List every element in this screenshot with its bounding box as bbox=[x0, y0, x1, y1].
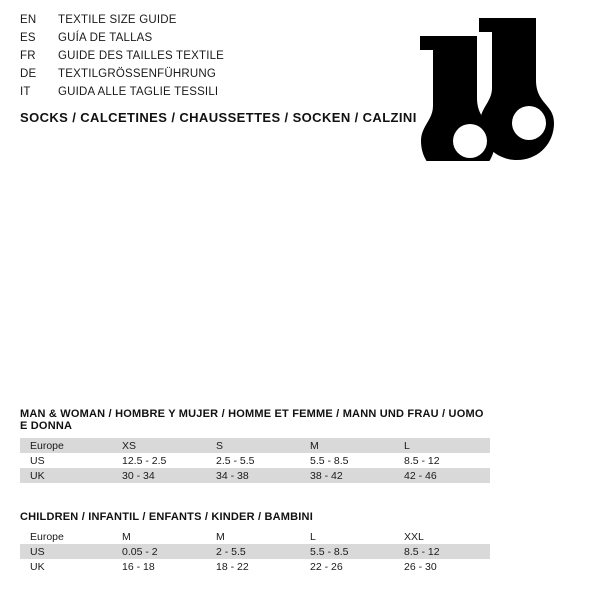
adult-size-table-section bbox=[20, 408, 490, 483]
children-size-table-section bbox=[20, 511, 490, 574]
socks-illustration bbox=[404, 18, 564, 173]
language-code: DE bbox=[20, 68, 37, 80]
language-text: GUIDE DES TAILLES TEXTILE bbox=[58, 50, 225, 62]
table-cell: L bbox=[394, 438, 490, 453]
language-row bbox=[20, 86, 400, 104]
language-list bbox=[20, 14, 400, 104]
language-code: ES bbox=[20, 32, 36, 44]
language-text: GUÍA DE TALLAS bbox=[58, 32, 153, 44]
children-size-table bbox=[20, 529, 490, 574]
language-row bbox=[20, 50, 400, 68]
table-cell: US bbox=[20, 544, 112, 559]
table-row bbox=[20, 529, 490, 544]
table-cell: 16 - 18 bbox=[112, 559, 206, 574]
table-cell: 34 - 38 bbox=[206, 468, 300, 483]
table-cell: Europe bbox=[20, 529, 112, 544]
table-cell: 12.5 - 2.5 bbox=[112, 453, 206, 468]
language-row bbox=[20, 32, 400, 50]
table-row bbox=[20, 453, 490, 468]
table-cell: Europe bbox=[20, 438, 112, 453]
table-cell: 5.5 - 8.5 bbox=[300, 453, 394, 468]
table-cell: 0.05 - 2 bbox=[112, 544, 206, 559]
page-title: SOCKS / CALCETINES / CHAUSSETTES / SOCKEN / CALZINI bbox=[20, 110, 417, 125]
table-row bbox=[20, 468, 490, 483]
language-row bbox=[20, 14, 400, 32]
table-cell: M bbox=[112, 529, 206, 544]
table-cell: 8.5 - 12 bbox=[394, 544, 490, 559]
table-cell: 26 - 30 bbox=[394, 559, 490, 574]
language-text: GUIDA ALLE TAGLIE TESSILI bbox=[58, 86, 219, 98]
table-cell: S bbox=[206, 438, 300, 453]
children-table-caption: CHILDREN / INFANTIL / ENFANTS / KINDER / BAMBINI bbox=[20, 511, 313, 523]
language-row bbox=[20, 68, 400, 86]
table-row bbox=[20, 544, 490, 559]
table-cell: 38 - 42 bbox=[300, 468, 394, 483]
table-cell: 30 - 34 bbox=[112, 468, 206, 483]
table-cell: UK bbox=[20, 468, 112, 483]
language-text: TEXTILE SIZE GUIDE bbox=[58, 14, 177, 26]
table-cell: 2 - 5.5 bbox=[206, 544, 300, 559]
adult-table-caption: MAN & WOMAN / HOMBRE Y MUJER / HOMME ET FEMME / MANN UND FRAU / UOMO E DONNA bbox=[20, 408, 484, 432]
table-row bbox=[20, 438, 490, 453]
table-cell: XS bbox=[112, 438, 206, 453]
table-cell: 8.5 - 12 bbox=[394, 453, 490, 468]
language-text: TEXTILGRÖSSENFÜHRUNG bbox=[58, 68, 216, 80]
table-cell: 2.5 - 5.5 bbox=[206, 453, 300, 468]
table-cell: 5.5 - 8.5 bbox=[300, 544, 394, 559]
adult-size-table bbox=[20, 438, 490, 483]
language-code: EN bbox=[20, 14, 37, 26]
table-cell: UK bbox=[20, 559, 112, 574]
table-cell: 22 - 26 bbox=[300, 559, 394, 574]
table-cell: M bbox=[206, 529, 300, 544]
language-code: FR bbox=[20, 50, 36, 62]
table-cell: M bbox=[300, 438, 394, 453]
table-cell: L bbox=[300, 529, 394, 544]
table-cell: 42 - 46 bbox=[394, 468, 490, 483]
table-cell: 18 - 22 bbox=[206, 559, 300, 574]
table-cell: XXL bbox=[394, 529, 490, 544]
table-row bbox=[20, 559, 490, 574]
language-code: IT bbox=[20, 86, 31, 98]
table-cell: US bbox=[20, 453, 112, 468]
